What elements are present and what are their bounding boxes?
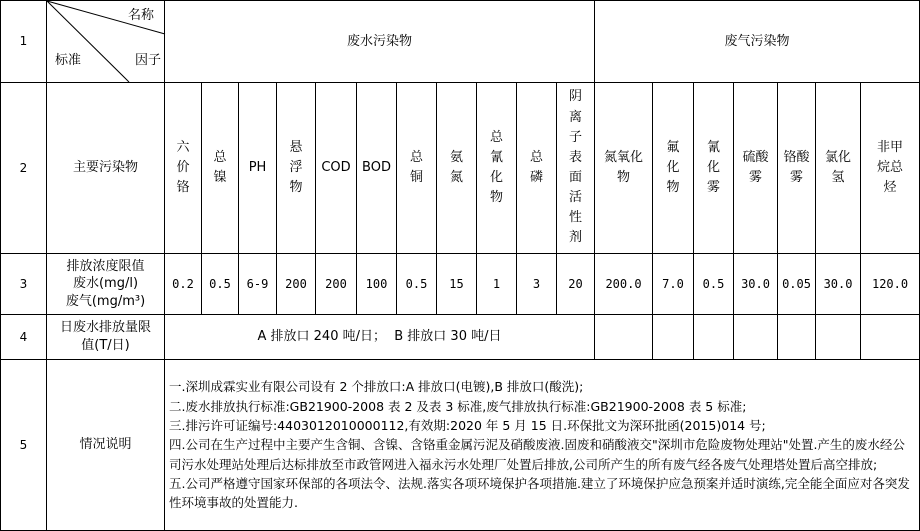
exhaust-limit-value: 120.0 [861, 254, 920, 315]
note-item: 二.废水排放执行标准:GB21900-2008 表 2 及表 3 标准,废气排放执行标准:GB21900-2008 表 5 标准; [169, 398, 747, 414]
wastewater-group-header: 废水污染物 [165, 1, 595, 83]
pollutant-name: 氰化雾 [707, 139, 721, 196]
wastewater-pollutant-cell [477, 83, 517, 254]
corner-diagonal-header [47, 1, 165, 83]
pollutant-name: 总铜 [409, 149, 423, 185]
wastewater-pollutant-cell [517, 83, 557, 254]
empty-cell [734, 315, 778, 360]
emission-limit-label [47, 254, 165, 315]
pollutant-name: 阴离子表面活性剂 [569, 89, 583, 246]
daily-discharge-label-line: 日废水排放量限 [59, 320, 151, 336]
pollutant-name: 六价铬 [176, 139, 190, 196]
pollutant-name: 总氰化物 [489, 129, 503, 206]
row-number: 1 [1, 1, 47, 83]
wastewater-limit-value: 15 [437, 254, 477, 315]
empty-cell [816, 315, 861, 360]
daily-discharge-value: A 排放口 240 吨/日； B 排放口 30 吨/日 [165, 315, 595, 360]
wastewater-pollutant-cell [557, 83, 595, 254]
exhaust-pollutant-cell [816, 83, 861, 254]
pollutant-name: 总磷 [529, 149, 543, 185]
daily-discharge-label [47, 315, 165, 360]
wastewater-pollutant-cell: COD [316, 83, 357, 254]
exhaust-pollutant-cell [861, 83, 920, 254]
header-row [1, 1, 920, 83]
wastewater-limit-value: 3 [517, 254, 557, 315]
daily-discharge-row [1, 315, 920, 360]
exhaust-pollutant-cell [653, 83, 694, 254]
wastewater-limit-value: 100 [357, 254, 397, 315]
wastewater-limit-value: 6-9 [239, 254, 277, 315]
emission-limit-label-line: 废气(mg/m³) [65, 293, 146, 309]
pollutant-name: 悬浮物 [289, 139, 303, 196]
pollutant-name-row [1, 83, 920, 254]
empty-cell [778, 315, 816, 360]
exhaust-pollutant-cell [595, 83, 653, 254]
wastewater-pollutant-cell [397, 83, 437, 254]
wastewater-limit-value: 200 [277, 254, 316, 315]
pollutant-name: 氮氧化物 [604, 149, 644, 185]
emission-limit-label-line: 废水(mg/l) [72, 276, 139, 292]
wastewater-limit-value: 20 [557, 254, 595, 315]
notes-content [165, 360, 920, 531]
pollutant-name: 硫酸雾 [742, 149, 769, 185]
pollutant-name: 氯化氢 [825, 149, 852, 185]
corner-standard-label: 标准 [55, 53, 82, 68]
empty-cell [653, 315, 694, 360]
exhaust-pollutant-cell [778, 83, 816, 254]
exhaust-pollutant-cell [694, 83, 734, 254]
note-item: 四.公司在生产过程中主要产生含铜、含镍、含铬重金属污泥及硝酸废液.固废和硝酸液交"深圳市危险废物处理站"处置.产生的废水经公司污水处理站处理后达标排放至市政管网进入福永污水处理厂处置后排放,公司所产生的所有废气经各废气处理塔处置后高空排放; [169, 437, 905, 472]
wastewater-pollutant-cell: PH [239, 83, 277, 254]
pollutant-name: 氟化物 [666, 139, 680, 196]
wastewater-limit-value: 1 [477, 254, 517, 315]
daily-discharge-label-line: 值(T/日) [81, 338, 130, 353]
emission-limit-label-line: 排放浓度限值 [66, 258, 145, 274]
pollutant-name: 氨氮 [449, 149, 463, 185]
notes-label: 情况说明 [47, 360, 165, 531]
wastewater-limit-value: 0.2 [165, 254, 202, 315]
note-item: 五.公司严格遵守国家环保部的各项法令、法规.落实各项环境保护各项措施.建立了环境保护应急预案并适时演练,完全能全面应对各突发性环境事故的处置能力. [169, 476, 910, 511]
main-pollutants-label: 主要污染物 [47, 83, 165, 254]
row-number: 4 [1, 315, 47, 360]
wastewater-limit-value: 200 [316, 254, 357, 315]
wastewater-pollutant-cell [202, 83, 239, 254]
wastewater-pollutant-cell [437, 83, 477, 254]
note-item: 三.排污许可证编号:4403012010000112,有效期:2020 年 5 月 15 日.环保批文为深环批函(2015)014 号; [169, 417, 766, 433]
row-number: 2 [1, 83, 47, 254]
exhaust-limit-value: 200.0 [595, 254, 653, 315]
wastewater-pollutant-cell: BOD [357, 83, 397, 254]
exhaust-limit-value: 30.0 [816, 254, 861, 315]
corner-name-label: 名称 [127, 8, 154, 23]
exhaust-limit-value: 0.5 [694, 254, 734, 315]
empty-cell [694, 315, 734, 360]
exhaust-limit-value: 30.0 [734, 254, 778, 315]
limit-row [1, 254, 920, 315]
wastewater-pollutant-cell [277, 83, 316, 254]
exhaust-group-header: 废气污染物 [595, 1, 920, 83]
pollutant-name: 总镍 [213, 149, 227, 185]
row-number: 5 [1, 360, 47, 531]
notes-row [1, 360, 920, 531]
empty-cell [861, 315, 920, 360]
wastewater-limit-value: 0.5 [202, 254, 239, 315]
note-item: 一.深圳成霖实业有限公司设有 2 个排放口:A 排放口(电镀),B 排放口(酸洗); [169, 379, 584, 395]
exhaust-limit-value: 0.05 [778, 254, 816, 315]
exhaust-pollutant-cell [734, 83, 778, 254]
wastewater-pollutant-cell [165, 83, 202, 254]
pollutant-name: 铬酸雾 [783, 149, 810, 185]
corner-factor-label: 因子 [135, 53, 162, 68]
wastewater-limit-value: 0.5 [397, 254, 437, 315]
row-number: 3 [1, 254, 47, 315]
exhaust-limit-value: 7.0 [653, 254, 694, 315]
empty-cell [595, 315, 653, 360]
pollutant-name: 非甲烷总烃 [877, 139, 904, 196]
